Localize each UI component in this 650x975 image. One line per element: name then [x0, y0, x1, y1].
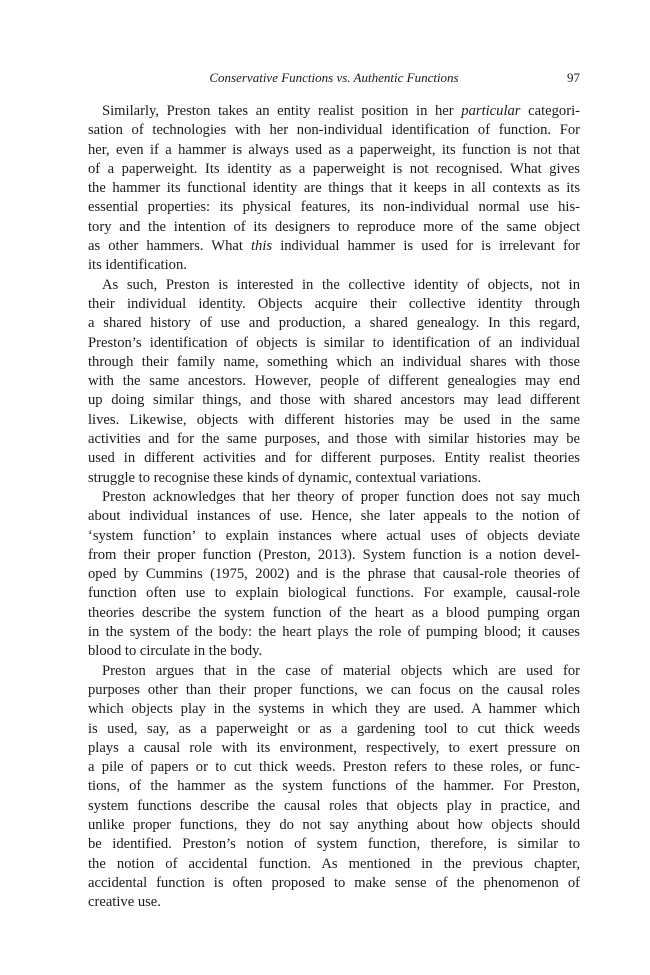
- text-line: [88, 488, 580, 507]
- text-line: [88, 855, 580, 874]
- text-segment: their individual identity. Objects acquire their collective identity through: [88, 295, 580, 312]
- text-segment: activities and for the same purposes, and those with similar histories may be: [88, 431, 580, 448]
- text-segment: be identified. Preston’s notion of system function, therefore, is similar to: [88, 836, 580, 853]
- text-line: [88, 121, 580, 140]
- text-segment: through their family name, something which an individual shares with those: [88, 353, 580, 370]
- text-segment: a shared history of use and production, a shared genealogy. In this regard,: [88, 315, 580, 332]
- text-line: [88, 449, 580, 468]
- text-line: [88, 816, 580, 835]
- running-title: Conservative Functions vs. Authentic Functions: [209, 70, 459, 85]
- text-line: [88, 623, 580, 642]
- text-line: [88, 276, 580, 295]
- text-line: [88, 141, 580, 160]
- text-segment: about individual instances of use. Hence, she later appeals to the notion of: [88, 508, 580, 525]
- text-line: [88, 527, 580, 546]
- text-segment: accidental function is often proposed to make sense of the phenomenon of: [88, 874, 580, 891]
- text-segment: with the same ancestors. However, people of different genealogies may end: [88, 373, 580, 390]
- text-line: [88, 198, 580, 217]
- text-segment: from their proper function (Preston, 2013). System function is a notion devel-: [88, 546, 580, 563]
- text-line: [88, 218, 580, 237]
- paragraph: [88, 662, 580, 913]
- text-segment: the hammer its functional identity are things that it keeps in all contexts as its: [88, 180, 580, 197]
- text-segment: lives. Likewise, objects with different histories may be used in the same: [88, 411, 580, 428]
- text-segment: her, even if a hammer is always used as a paperweight, its function is not that: [88, 141, 580, 158]
- text-segment: used in different activities and for different purposes. Entity realist theories: [88, 450, 580, 467]
- text-segment: Preston’s identification of objects is similar to identification of an individual: [88, 334, 580, 351]
- text-line: [88, 256, 580, 275]
- running-header: [88, 70, 580, 88]
- text-segment: a pile of papers or to cut thick weeds. Preston refers to these roles, or func-: [88, 759, 580, 776]
- text-line: [88, 720, 580, 739]
- text-line: [88, 295, 580, 314]
- text-line: [88, 507, 580, 526]
- text-line: [88, 874, 580, 893]
- text-segment: in the system of the body: the heart plays the role of pumping blood; it causes: [88, 624, 580, 641]
- paragraph: [88, 276, 580, 488]
- text-line: [88, 604, 580, 623]
- text-line: [88, 160, 580, 179]
- text-segment: blood to circulate in the body.: [88, 643, 263, 660]
- text-segment: theories describe the system function of the heart as a blood pumping organ: [88, 604, 580, 621]
- text-segment: system functions describe the causal roles that objects play in practice, and: [88, 797, 580, 814]
- text-segment: the notion of accidental function. As mentioned in the previous chapter,: [88, 855, 580, 872]
- text-line: [88, 314, 580, 333]
- text-line: [88, 758, 580, 777]
- text-segment: sation of technologies with her non-individual identification of function. For: [88, 122, 580, 139]
- text-segment: individual hammer is used for is irrelevant for: [272, 238, 580, 255]
- text-segment: its identification.: [88, 257, 187, 274]
- emphasized-text: this: [251, 238, 273, 255]
- text-segment: oped by Cummins (1975, 2002) and is the phrase that causal-role theories of: [88, 566, 580, 583]
- text-segment: function often use to explain biological functions. For example, causal-role: [88, 585, 580, 602]
- text-segment: Similarly, Preston takes an entity realist position in her: [102, 103, 462, 119]
- text-line: [88, 797, 580, 816]
- text-line: [88, 102, 580, 121]
- text-line: [88, 777, 580, 796]
- text-segment: as other hammers. What: [88, 238, 251, 255]
- emphasized-text: particular: [461, 103, 521, 119]
- text-line: [88, 353, 580, 372]
- paragraph: [88, 488, 580, 662]
- text-segment: struggle to recognise these kinds of dynamic, contextual variations.: [88, 469, 482, 486]
- text-segment: ‘system function’ to explain instances where actual uses of objects deviate: [88, 527, 580, 544]
- text-segment: which objects play in the systems in which they are used. A hammer which: [88, 701, 580, 718]
- text-line: [88, 893, 580, 912]
- text-line: [88, 430, 580, 449]
- text-segment: of a paperweight. Its identity as a paperweight is not recognised. What gives: [88, 160, 580, 177]
- text-segment: purposes other than their proper functions, we can focus on the causal roles: [88, 681, 580, 698]
- text-line: [88, 739, 580, 758]
- text-line: [88, 642, 580, 661]
- text-segment: plays a causal role with its environment, respectively, to exert pressure on: [88, 739, 580, 756]
- text-line: [88, 565, 580, 584]
- text-line: [88, 179, 580, 198]
- page-number: 97: [567, 70, 580, 85]
- text-line: [88, 681, 580, 700]
- text-segment: unlike proper functions, they do not say anything about how objects should: [88, 816, 580, 833]
- text-segment: Preston argues that in the case of material objects which are used for: [102, 662, 580, 679]
- text-segment: As such, Preston is interested in the collective identity of objects, not in: [102, 276, 580, 293]
- text-segment: Preston acknowledges that her theory of proper function does not say much: [102, 488, 580, 505]
- text-line: [88, 546, 580, 565]
- text-line: [88, 835, 580, 854]
- text-line: [88, 391, 580, 410]
- text-line: [88, 584, 580, 603]
- text-segment: categori-: [520, 103, 580, 119]
- text-line: [88, 700, 580, 719]
- text-segment: creative use.: [88, 894, 161, 911]
- text-line: [88, 662, 580, 681]
- text-segment: tory and the intention of its designers to reproduce more of the same object: [88, 218, 580, 235]
- text-segment: tions, of the hammer as the system functions of the hammer. For Preston,: [88, 778, 580, 795]
- text-segment: up doing similar things, and those with shared ancestors may lead different: [88, 392, 580, 409]
- text-line: [88, 469, 580, 488]
- text-line: [88, 411, 580, 430]
- text-line: [88, 372, 580, 391]
- body-text: [88, 102, 580, 912]
- text-line: [88, 334, 580, 353]
- paragraph: [88, 102, 580, 276]
- text-segment: essential properties: its physical features, its non-individual normal use his-: [88, 199, 580, 216]
- text-segment: is used, say, as a paperweight or as a gardening tool to cut thick weeds: [88, 720, 580, 737]
- text-line: [88, 237, 580, 256]
